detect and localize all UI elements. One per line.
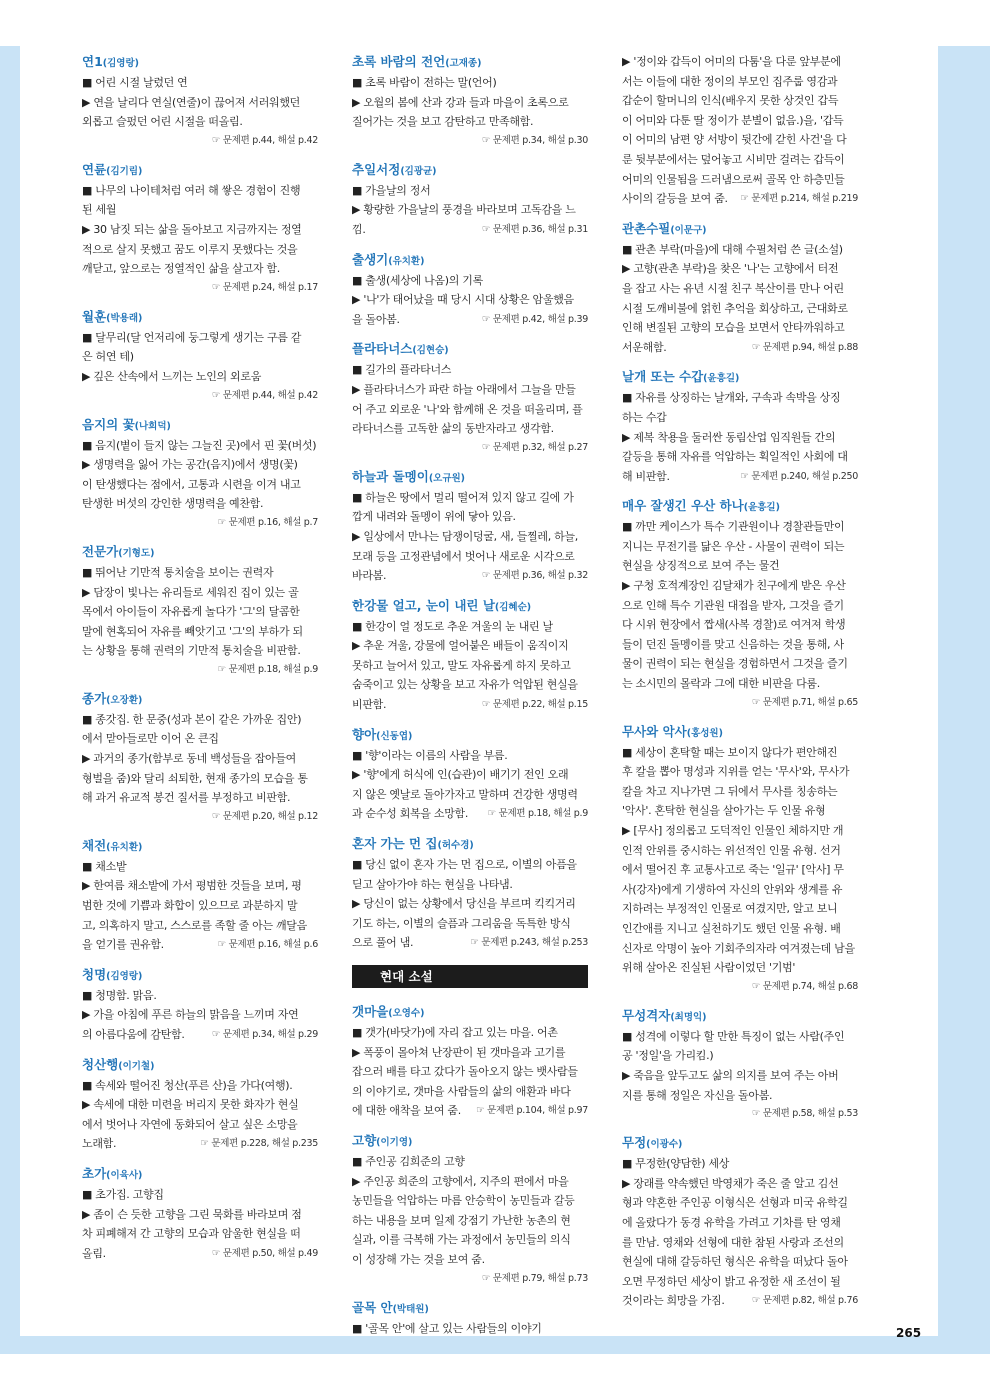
- entry-line: 오면 무정하던 세상이 밝고 유정한 새 조선이 될: [622, 1274, 841, 1288]
- entry-line: 물이 권력이 되는 현실을 경험하면서 그것을 즐기: [622, 657, 848, 671]
- entry-title: [622, 722, 858, 743]
- entry-line: 지를 통해 정일은 자신을 돌아봄.: [622, 1088, 773, 1102]
- entry-author: (김영랑): [102, 58, 139, 69]
- entry-reference: ☞ 문제편 p.34, 해설 p.30: [481, 134, 588, 146]
- entry-reference: ☞ 문제편 p.18, 해설 p.9: [487, 808, 588, 820]
- entry-line: 에서 벗어나 자연에 동화되어 살고 싶은 소망을: [82, 1117, 298, 1131]
- entry-author: (유치환): [106, 841, 143, 853]
- entry-author: (박태원): [392, 1303, 429, 1315]
- entry-title: [352, 834, 588, 855]
- entry-reference: ☞ 문제편 p.79, 해설 p.73: [481, 1272, 588, 1284]
- entry-title: [82, 415, 318, 436]
- column-2: [352, 52, 588, 1348]
- entry-line: ■ 갯가(바닷가)에 자리 잡고 있는 마을. 어촌: [352, 1026, 558, 1039]
- entry-line: ▶ 구청 호적계장인 김달채가 친구에게 받은 우산: [622, 579, 846, 593]
- entry-line: ▶ 좀이 슨 듯한 고향을 그린 묵화를 바라보며 점: [82, 1207, 302, 1221]
- entry-title: [622, 1133, 858, 1154]
- entry-author: (김영랑): [106, 970, 143, 982]
- entry-line: 하는 내용을 보며 일제 강점기 가난한 농촌의 현: [352, 1213, 571, 1227]
- entry-line: 말에 현혹되어 자유를 빼앗기고 '그'의 부하가 되: [82, 624, 303, 638]
- entry-line: ▶ 일상에서 만나는 담쟁이덩굴, 새, 들찔레, 하늘,: [352, 529, 578, 543]
- entry-title: [352, 250, 588, 271]
- entry-line: 지 않은 옛날로 돌아가자고 말하며 건강한 생명력: [352, 787, 578, 801]
- entry-line-text: 바라봄.: [352, 569, 387, 583]
- entry-title-text: 채전: [82, 837, 107, 853]
- entry-line: ▶ 플라타너스가 파란 하늘 아래에서 그늘을 만들: [352, 382, 576, 396]
- entry-title-text: 향아: [352, 726, 377, 742]
- entry-author: (신동엽): [376, 730, 413, 742]
- entry-line-text: 노래함.: [82, 1137, 117, 1151]
- glossary-entry: [622, 496, 858, 711]
- entry-title: [622, 367, 858, 388]
- entry-line: 신자로 악명이 높아 기회주의자라 여겨졌는데 남을: [622, 941, 855, 955]
- entry-line: 어미의 인물됨을 드러냄으로써 골목 안 하층민들: [622, 172, 845, 186]
- entry-line: 이 어미와 다툰 딸 정이가 분별이 없음.)을, '갑득: [622, 113, 844, 127]
- entry-line: ■ 초가집. 고향집: [82, 1187, 164, 1201]
- entry-line-last: [352, 220, 588, 240]
- entry-reference: ☞ 문제편 p.24, 해설 p.17: [211, 281, 318, 293]
- entry-line-text: 을 얻기를 권유함.: [82, 938, 164, 952]
- entry-line: 하는 수갑: [622, 410, 667, 424]
- entry-line: 갈등을 통해 자유를 억압하는 획일적인 사회에 대: [622, 450, 848, 464]
- entry-line: 에 올랐다가 동경 유학을 가려고 기차를 탄 영채: [622, 1215, 841, 1229]
- entry-line: 은 허연 테): [82, 350, 134, 364]
- entry-line: ▶ 제복 착용을 둘러싼 동림산업 임직원들 간의: [622, 430, 836, 444]
- entry-title: [82, 1164, 318, 1185]
- entry-reference: ☞ 문제편 p.58, 해설 p.53: [751, 1108, 858, 1120]
- entry-line: ■ 무정한(양담한) 세상: [622, 1157, 730, 1171]
- entry-line: 해 과거 유교적 봉건 질서를 부정하고 비판함.: [82, 791, 291, 805]
- page-number: 265: [896, 1326, 922, 1340]
- entry-line: ■ 주인공 김희준의 고향: [352, 1154, 465, 1168]
- entry-author: (오장환): [106, 694, 143, 706]
- entry-line: 갑순이 할머니의 인식(배우지 못한 상것인 갑득: [622, 94, 839, 108]
- entry-reference: ☞ 문제편 p.94, 해설 p.88: [751, 341, 858, 353]
- entry-line: ▶ 고향(관촌 부락)을 찾은 '나'는 고향에서 터전: [622, 262, 839, 276]
- entry-line: ▶ '나'가 태어났을 때 당시 시대 상황은 암울했음: [352, 293, 574, 307]
- entry-line: 을 잡고 사는 유년 시절 친구 복산이를 만나 어린: [622, 281, 844, 295]
- entry-line: 못하고 늘어서 있고, 말도 자유롭게 하지 못하고: [352, 658, 571, 672]
- glossary-entry: [352, 339, 588, 456]
- entry-reference: ☞ 문제편 p.228, 해설 p.235: [200, 1138, 318, 1150]
- glossary-entry: [82, 160, 318, 297]
- entry-title-text: 하늘과 돌멩이: [352, 468, 429, 484]
- glossary-entry: [352, 725, 588, 824]
- entry-reference: ☞ 문제편 p.82, 해설 p.76: [751, 1295, 858, 1307]
- entry-line: 딛고 살아가야 하는 현실을 나타냄.: [352, 877, 513, 891]
- entry-line: 사(강자)에게 기생하여 자신의 안위와 생계를 유: [622, 882, 843, 896]
- glossary-entry: [622, 367, 858, 486]
- entry-line: ■ '향'이라는 이름의 사람을 부름.: [352, 748, 508, 762]
- entry-author: (이육사): [106, 1169, 143, 1181]
- entry-line: 서는 이들에 대한 정이의 부모인 집주룹 영감과: [622, 74, 838, 88]
- entry-title: [352, 596, 588, 617]
- entry-title: [622, 496, 858, 517]
- entry-line: ▶ 추운 겨울, 강물에 얼어붙은 배들이 움직이지: [352, 639, 569, 653]
- entry-line: 에서 맏아들로만 이어 온 큰집: [82, 732, 219, 746]
- entry-reference: ☞ 문제편 p.104, 해설 p.97: [476, 1105, 588, 1117]
- entry-title-text: 갯마을: [352, 1004, 389, 1019]
- entry-author: (이문구): [670, 224, 707, 236]
- entry-line: 깝게 내려와 돌멩이 위에 닿아 있음.: [352, 510, 516, 524]
- entry-reference: ☞ 문제편 p.44, 해설 p.42: [211, 134, 318, 146]
- entry-line: 으로 인해 특수 기관원 대접을 받자, 그것을 즐기: [622, 598, 844, 612]
- glossary-entry: [622, 722, 858, 996]
- entry-author: (홍성원): [686, 727, 723, 739]
- glossary-entry: [352, 596, 588, 715]
- entry-reference: ☞ 문제편 p.34, 해설 p.29: [211, 1029, 318, 1040]
- entry-title: [352, 339, 588, 360]
- glossary-entry: [352, 250, 588, 330]
- entry-title-text: 음지의 꽃: [82, 416, 135, 432]
- entry-title: [622, 219, 858, 240]
- entry-line: 적으로 살지 못했고 꿈도 이루지 못했다는 것을: [82, 242, 298, 256]
- glossary-entry: [82, 836, 318, 955]
- glossary-entry: [352, 1131, 588, 1288]
- entry-line-text: 에 대한 애착을 보여 줌.: [352, 1104, 461, 1118]
- entry-title-text: 청산행: [82, 1056, 119, 1072]
- entry-line: ■ 한강이 얼 정도로 추운 겨울의 눈 내린 날: [352, 619, 553, 633]
- entry-author: (고재종): [445, 58, 482, 69]
- entry-title-text: 월훈: [82, 308, 107, 324]
- entry-reference: ☞ 문제편 p.36, 해설 p.32: [481, 570, 588, 582]
- glossary-entry: [82, 1055, 318, 1154]
- entry-author: (나희덕): [134, 420, 171, 432]
- entry-title-text: 출생기: [352, 251, 389, 267]
- entry-reference: ☞ 문제편 p.74, 해설 p.68: [751, 980, 858, 992]
- entry-line: 모래 등을 고정관념에서 벗어나 새로운 시각으로: [352, 549, 575, 563]
- entry-title: [352, 1002, 588, 1023]
- entry-author: (오영수): [388, 1008, 425, 1019]
- entry-line: 위해 살아온 진실된 사람이었던 '기범': [622, 961, 796, 975]
- entry-title-text: 무성격자: [622, 1007, 671, 1023]
- entry-line: 는 소시민의 몰락과 그에 대한 비판을 다룸.: [622, 677, 820, 691]
- entry-line: ■ 채소밭: [82, 859, 127, 873]
- entry-title-text: 혼자 가는 먼 집: [352, 836, 438, 852]
- entry-line: ▶ 생명력을 잃어 가는 공간(음지)에서 생명(꽃): [82, 458, 298, 472]
- entry-line-text: 과 순수성 회복을 소망함.: [352, 807, 469, 821]
- entry-line: 실과, 이를 극복해 가는 과정에서 농민들의 의식: [352, 1233, 571, 1247]
- entry-line: ■ 까만 케이스가 특수 기관원이나 경찰관들만이: [622, 520, 845, 534]
- entry-author: (이기영): [376, 1136, 413, 1148]
- entry-author: (김혜순): [494, 601, 532, 613]
- entry-line: ■ 하늘은 땅에서 멀리 떨어져 있지 않고 길에 가: [352, 490, 574, 504]
- entry-line: 현실을 상징적으로 보여 주는 물건: [622, 559, 780, 573]
- entry-line-last: [352, 566, 588, 586]
- entry-line: 탄생한 버섯의 강인한 생명력을 예찬함.: [82, 497, 264, 511]
- entry-line: 범한 것에 기쁨과 화합이 있으므로 과분하지 말: [82, 899, 298, 913]
- entry-title-text: 플라타너스: [352, 341, 413, 357]
- entry-title-text: 초록 바람의 전언: [352, 54, 446, 69]
- entry-line-last: [352, 1101, 588, 1121]
- entry-line-text: 낌.: [352, 222, 366, 236]
- entry-line: 는 상황을 통해 권력의 기만적 통치술을 비판함.: [82, 644, 301, 658]
- entry-reference: ☞ 문제편 p.32, 해설 p.27: [481, 441, 588, 453]
- entry-line-text: 사이의 갈등을 보여 줌.: [622, 192, 728, 206]
- entry-line-last: [82, 1025, 318, 1045]
- glossary-entry: [82, 307, 318, 405]
- entry-line: 이 성장해 가는 것을 보여 줌.: [352, 1252, 485, 1266]
- entry-title: [82, 965, 318, 986]
- entry-title: [622, 1006, 858, 1027]
- entry-title-text: 한강물 얼고, 눈이 내린 날: [352, 597, 495, 613]
- entry-line: 이 어미의 남편 양 서방이 뒷간에 갇힌 사건'을 다: [622, 133, 847, 147]
- entry-title: [352, 1298, 588, 1319]
- entry-line: ■ 나무의 나이테처럼 여러 해 쌓은 경험이 진행: [82, 183, 301, 197]
- entry-title-text: 관촌수필: [622, 220, 671, 236]
- entry-author: (박용래): [106, 312, 143, 324]
- entry-line: 된 세월: [82, 203, 117, 217]
- entry-line: ■ 달무리(달 언저리에 둥그렇게 생기는 구름 같: [82, 330, 302, 344]
- entry-title: [82, 542, 318, 563]
- entry-line: '악사'. 혼탁한 현실을 살아가는 두 인물 유형: [622, 804, 826, 818]
- entry-line: ▶ 당신이 없는 상황에서 당신을 부르며 킥킥거리: [352, 897, 576, 911]
- entry-line: 인적 안위를 중시하는 위선적인 인물 유형. 선거: [622, 843, 841, 857]
- glossary-entry: [622, 219, 858, 358]
- entry-line: ▶ 죽음을 앞두고도 삶의 의지를 보여 주는 아버: [622, 1068, 839, 1082]
- entry-line-last: [82, 1134, 318, 1154]
- entry-reference: ☞ 문제편 p.42, 해설 p.39: [481, 313, 588, 325]
- glossary-entry: [352, 1298, 588, 1339]
- entry-title: [352, 1131, 588, 1152]
- entry-line: ▶ 장래를 약속했던 박영채가 죽은 줄 알고 김선: [622, 1176, 839, 1190]
- entry-line: ■ 가을날의 정서: [352, 183, 431, 197]
- entry-line: ▶ 연을 날리다 연실(연줄)이 끊어져 서러워했던: [82, 95, 300, 109]
- entry-line-last: [352, 933, 588, 953]
- entry-line: ▶ 깊은 산속에서 느끼는 노인의 외로움: [82, 369, 262, 383]
- entry-title-text: 연륜: [82, 161, 107, 177]
- entry-line-last: [82, 1244, 318, 1264]
- glossary-entry: [82, 52, 318, 150]
- entry-title: [82, 307, 318, 328]
- entry-line: 목에서 아이들이 자유롭게 놀다가 '그'의 달콤한: [82, 605, 300, 619]
- entry-line-text: 서운해함.: [622, 340, 667, 354]
- entry-title: [82, 1055, 318, 1076]
- entry-line: ▶ [무사] 정의롭고 도덕적인 인물인 체하지만 개: [622, 824, 844, 837]
- entry-author: (이광수): [646, 1139, 683, 1151]
- entry-line: 잡으러 배를 타고 갔다가 돌아오지 않는 뱃사람들: [352, 1065, 578, 1079]
- entry-line: ▶ 담장이 빛나는 유리들로 세워진 집이 있는 골: [82, 585, 299, 599]
- entry-title-text: 고향: [352, 1132, 377, 1148]
- entry-title-text: 전문가: [82, 543, 119, 559]
- entry-line: 깨닫고, 앞으로는 정열적인 삶을 살고자 함.: [82, 262, 280, 276]
- entry-reference: ☞ 문제편 p.36, 해설 p.31: [481, 223, 588, 235]
- entry-title-text: 종가: [82, 690, 107, 706]
- entry-author: (이기철): [118, 1060, 155, 1072]
- entry-title-text: 무정: [622, 1135, 647, 1151]
- entry-line-last: [622, 467, 858, 487]
- entry-line: 기도 하는, 이별의 슬픔과 그리움을 독특한 방식: [352, 916, 571, 930]
- entry-line: ■ 청명함. 맑음.: [82, 988, 157, 1002]
- entry-line: ▶ 주인공 희준의 고향에서, 지주의 편에서 마을: [352, 1174, 569, 1188]
- entry-line: ■ 세상이 혼탁할 때는 보이지 않다가 편안해진: [622, 745, 838, 759]
- entry-line: 에서 떨어진 후 교통사고로 죽는 '일규' [악사] 무: [622, 863, 844, 877]
- glossary-entry: [82, 1164, 318, 1263]
- entry-line: ▶ '향'에게 허식에 인(습관)이 배기기 전인 오래: [352, 768, 569, 782]
- entry-line: 라타너스를 고독한 삶의 동반자라고 생각함.: [352, 422, 554, 436]
- entry-line: 후 칼을 뽑아 명성과 지위를 얻는 '무사'와, 무사가: [622, 765, 850, 779]
- entry-line-text: 올림.: [82, 1246, 106, 1260]
- entry-line: 지하려는 부정적인 인물로 여겼지만, 알고 보니: [622, 902, 838, 916]
- entry-line-text: 것이라는 희망을 가짐.: [622, 1294, 725, 1308]
- entry-line-text: 비판함.: [352, 698, 387, 712]
- entry-line: 현실에 대해 갈등하던 형식은 유학을 떠났다 돌아: [622, 1255, 848, 1269]
- glossary-entry: [622, 1006, 858, 1123]
- entry-title: [352, 467, 588, 488]
- entry-line: 지니는 무전기를 닮은 우산 - 사물이 권력이 되는: [622, 539, 845, 553]
- entry-line: 이 탄생했다는 점에서, 고통과 시련을 이겨 내고: [82, 477, 301, 491]
- glossary-entry: [622, 1133, 858, 1311]
- entry-reference: ☞ 문제편 p.44, 해설 p.42: [211, 389, 318, 401]
- entry-line: ▶ 과거의 종가(함부로 동네 백성들을 잡아들여: [82, 752, 297, 766]
- entry-reference: ☞ 문제편 p.16, 해설 p.6: [217, 939, 318, 951]
- entry-author: (기형도): [118, 547, 155, 559]
- entry-line: 의 이야기로, 갯마을 사람들의 삶의 애환과 바다: [352, 1084, 571, 1098]
- glossary-entry: [82, 965, 318, 1045]
- entry-title-text: 무사와 악사: [622, 723, 687, 739]
- glossary-entry: [82, 542, 318, 679]
- entry-line: ▶ 가을 아침에 푸른 하늘의 맑음을 느끼며 자연: [82, 1008, 299, 1022]
- entry-author: (김광균): [400, 165, 437, 177]
- entry-line: 시절 도깨비불에 얽힌 추억을 회상하고, 근대화로: [622, 301, 848, 315]
- entry-line: 를 만남. 영채와 선형에 대한 참된 사랑과 조선의: [622, 1235, 844, 1249]
- entry-line: ■ 음지(볕이 들지 않는 그늘진 곳)에서 핀 꽃(버섯): [82, 438, 317, 452]
- entry-reference: ☞ 문제편 p.16, 해설 p.7: [217, 516, 318, 528]
- entry-title: [82, 689, 318, 710]
- entry-line: ■ 자유를 상징하는 날개와, 구속과 속박을 상징: [622, 391, 841, 405]
- entry-line: ■ 뛰어난 기만적 통치술을 보이는 권력자: [82, 565, 274, 579]
- entry-line-text: 의 아름다움에 감탄함.: [82, 1028, 185, 1041]
- entry-line: ▶ 오월의 봄에 산과 강과 들과 마을이 초록으로: [352, 95, 569, 109]
- entry-line: 형벌을 줌)와 달리 쇠퇴한, 현재 종가의 모습을 통: [82, 771, 308, 785]
- glossary-entry: [352, 467, 588, 586]
- entry-line: ▶ 30 남짓 되는 삶을 돌아보고 지금까지는 정열: [82, 222, 302, 236]
- entry-title-text: 추일서정: [352, 161, 401, 177]
- entry-line: ▶ '정이와 갑득이 어미의 다툼'을 다룬 앞부분에: [622, 55, 841, 68]
- entry-line: ▶ 한여름 채소밭에 가서 평범한 것들을 보며, 평: [82, 879, 302, 893]
- glossary-entry: [352, 834, 588, 953]
- entry-line: ■ 종갓집. 한 문중(성과 본이 같은 가까운 집안): [82, 712, 302, 726]
- entry-line: 어 주고 외로운 '나'와 함께해 온 것을 떠올리며, 플: [352, 402, 583, 416]
- entry-line-text: 을 돌아봄.: [352, 312, 400, 326]
- glossary-entry: [352, 1002, 588, 1121]
- entry-line-text: 해 비판함.: [622, 469, 670, 483]
- entry-line: 숨죽이고 있는 상황을 보고 자유가 억압된 현실을: [352, 678, 578, 692]
- entry-line: ▶ 속세에 대한 미련을 버리지 못한 화자가 현실: [82, 1098, 299, 1112]
- entry-line: ■ 속세와 떨어진 청산(푸른 산)을 가다(여행).: [82, 1078, 293, 1092]
- entry-reference: ☞ 문제편 p.243, 해설 p.253: [470, 937, 588, 949]
- entry-author: (오규원): [428, 472, 466, 484]
- entry-title: [82, 160, 318, 181]
- section-header: 현대 소설: [352, 965, 588, 988]
- entry-reference: ☞ 문제편 p.18, 해설 p.9: [217, 663, 318, 675]
- entry-author: (유치환): [388, 255, 425, 267]
- entry-line: ■ '골목 안'에 살고 있는 사람들의 이야기: [352, 1321, 542, 1335]
- entry-line: 다 시위 현장에서 짭새(사복 경찰)로 여겨져 학생: [622, 618, 846, 632]
- entry-line-last: [352, 804, 588, 824]
- entry-line: 고, 의혹하지 말고, 스스로를 족할 줄 아는 깨달음: [82, 918, 307, 932]
- entry-author: (최명익): [670, 1011, 707, 1023]
- entry-line: 룬 뒷부분에서는 덮어놓고 시비만 걸려는 갑득이: [622, 152, 845, 166]
- entry-line: 공 '정일'을 가리킴.): [622, 1049, 714, 1063]
- entry-title: [352, 160, 588, 181]
- entry-title-text: 청명: [82, 966, 107, 982]
- entry-title: [82, 52, 318, 73]
- glossary-entry: [622, 52, 858, 209]
- entry-title-text: 연1: [82, 54, 103, 69]
- entry-line: 들이 던진 돌멩이를 맞고 신음하는 것을 통해, 사: [622, 637, 844, 651]
- entry-line: 질어가는 것을 보고 감탄하고 만족해함.: [352, 115, 534, 129]
- glossary-entry: [82, 689, 318, 826]
- entry-line: ■ 어린 시절 날렸던 연: [82, 76, 188, 89]
- entry-author: (윤흥길): [703, 373, 740, 385]
- entry-reference: ☞ 문제편 p.22, 해설 p.15: [481, 699, 588, 711]
- glossary-entry: [352, 160, 588, 240]
- top-margin: [0, 0, 990, 46]
- entry-line: 외롭고 슬펐던 어린 시절을 떠올림.: [82, 115, 243, 129]
- entry-line: 인간애를 지니고 실천하기도 했던 인물 유형. 배: [622, 921, 841, 935]
- entry-line-last: [352, 310, 588, 330]
- entry-author: (김현승): [412, 345, 449, 357]
- entry-line-last: [622, 338, 858, 358]
- entry-author: (윤흥길): [743, 502, 780, 514]
- entry-line: ■ 초록 바람이 전하는 말(언어): [352, 76, 497, 89]
- entry-line: 칼을 차고 지나가면 그 뒤에서 무사를 칭송하는: [622, 784, 838, 798]
- entry-line-last: [622, 1291, 858, 1311]
- column-3: [622, 52, 858, 1321]
- entry-title: [352, 725, 588, 746]
- entry-title-text: 초가: [82, 1165, 107, 1181]
- glossary-entry: [82, 415, 318, 532]
- entry-line: 농민들을 억압하는 마름 안승학이 농민들과 갈등: [352, 1194, 575, 1208]
- entry-reference: ☞ 문제편 p.71, 해설 p.65: [751, 696, 858, 708]
- entry-title-text: 골목 안: [352, 1299, 393, 1315]
- entry-line-text: 으로 풀어 냄.: [352, 936, 414, 950]
- left-border-band: [0, 46, 20, 1336]
- entry-reference: ☞ 문제편 p.50, 해설 p.49: [211, 1247, 318, 1259]
- entry-reference: ☞ 문제편 p.214, 해설 p.219: [740, 193, 858, 205]
- glossary-entry: [352, 52, 588, 150]
- entry-line-last: [82, 935, 318, 955]
- entry-title-text: 날개 또는 수갑: [622, 369, 704, 385]
- entry-author: (허수경): [437, 840, 474, 852]
- entry-line: 형과 약혼한 주인공 이형식은 선형과 미국 유학길: [622, 1196, 848, 1210]
- entry-line: ■ 성격에 이렇다 할 만한 특징이 없는 사람(주인: [622, 1029, 845, 1043]
- entry-line: ▶ 황량한 가을날의 풍경을 바라보며 고독감을 느: [352, 203, 576, 217]
- entry-title-text: 매우 잘생긴 우산 하나: [622, 498, 744, 514]
- entry-line: ▶ 폭풍이 몰아쳐 난장판이 된 갯마을과 고기를: [352, 1045, 566, 1059]
- entry-line: ■ 출생(세상에 나옴)의 기록: [352, 273, 483, 287]
- entry-line: 인해 변질된 고향의 모습을 보면서 안타까워하고: [622, 321, 845, 335]
- entry-title: [352, 52, 588, 73]
- entry-line-last: [352, 695, 588, 715]
- entry-line: ■ 길가의 플라타너스: [352, 363, 452, 377]
- entry-line: ■ 관촌 부락(마을)에 대해 수필처럼 쓴 글(소설): [622, 242, 843, 256]
- right-border-band: [938, 46, 990, 1336]
- entry-line: ■ 당신 없이 혼자 가는 먼 집으로, 이별의 아픔을: [352, 858, 577, 872]
- entry-line-last: [622, 189, 858, 209]
- entry-reference: ☞ 문제편 p.240, 해설 p.250: [740, 470, 858, 482]
- column-1: [82, 52, 318, 1273]
- entry-line: 차 피폐해져 간 고향의 모습과 암울한 현실을 떠: [82, 1227, 301, 1241]
- entry-reference: ☞ 문제편 p.20, 해설 p.12: [211, 810, 318, 822]
- entry-title: [82, 836, 318, 857]
- entry-author: (김기림): [106, 165, 143, 177]
